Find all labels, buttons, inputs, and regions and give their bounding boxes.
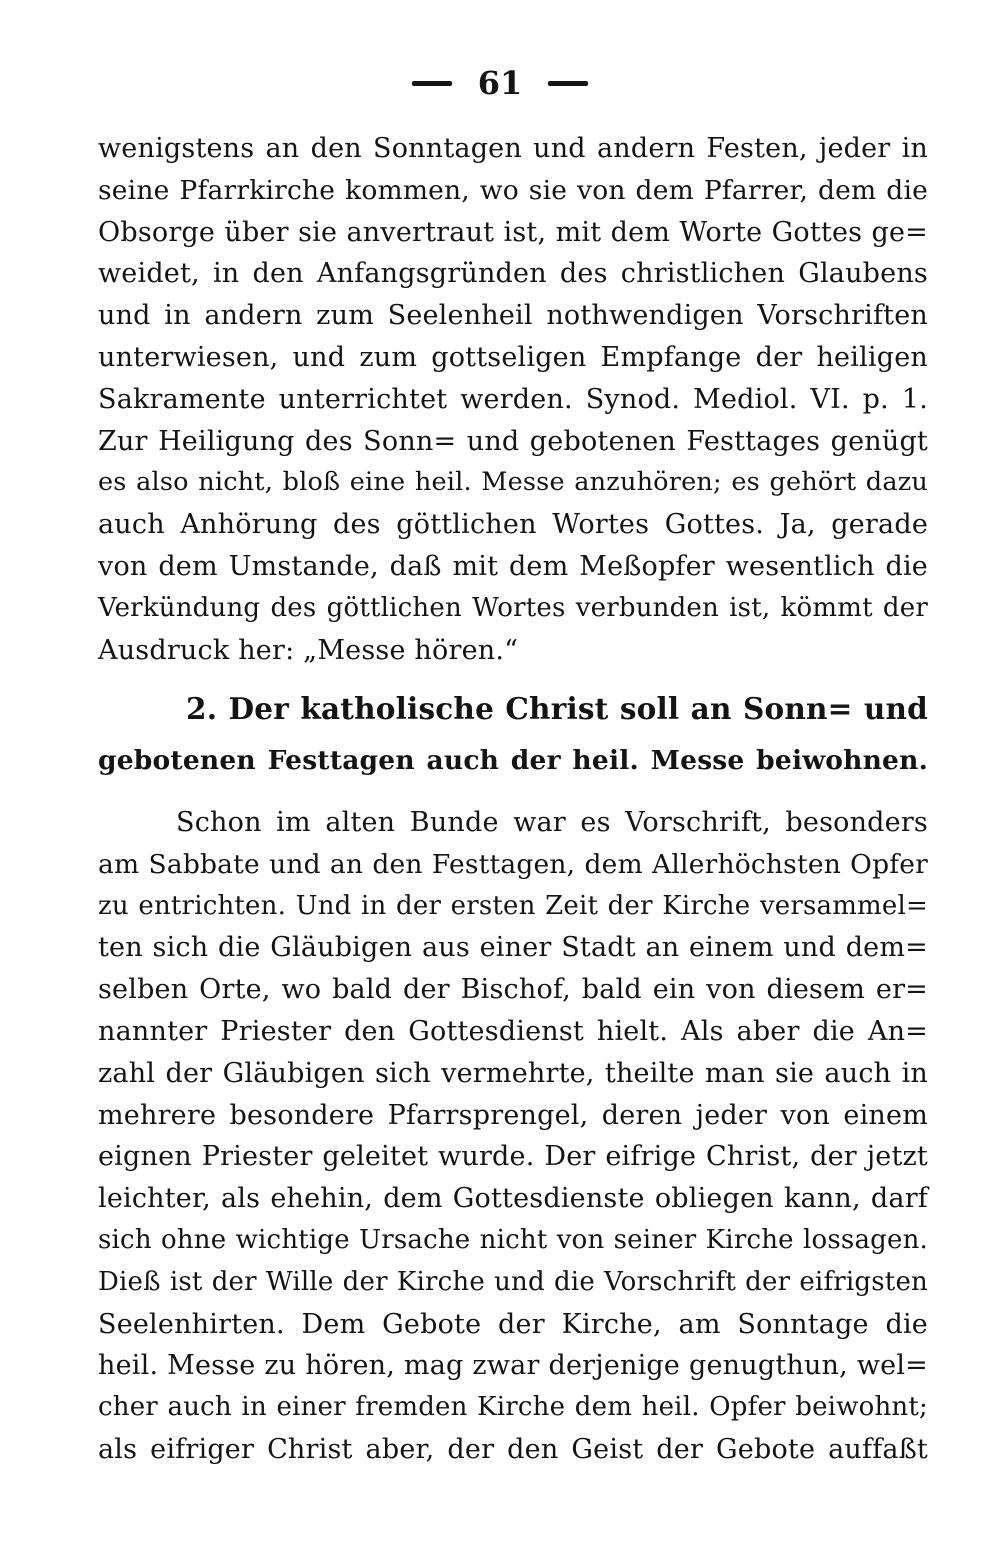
section-heading	[98, 683, 928, 787]
paragraph-continuation	[98, 128, 928, 671]
text-line: seine Pfarrkirche kommen, wo sie von dem Pfarrer, dem die	[98, 174, 928, 206]
text-line: weidet, in den Anfangsgründen des christlichen Glaubens	[98, 258, 928, 290]
heading-line: gebotenen Festtagen auch der heil. Messe beiwohnen.	[98, 745, 928, 776]
header-dash-right	[548, 81, 588, 86]
text-line: wenigstens an den Sonntagen und andern Festen, jeder in	[98, 133, 928, 164]
page-header	[0, 58, 1000, 108]
text-line: Zur Heiligung des Sonn= und gebotenen Festtages genügt	[98, 425, 928, 457]
text-line: von dem Umstande, daß mit dem Meßopfer wesentlich die	[98, 550, 928, 582]
text-line: Verkündung des göttlichen Wortes verbunden ist, kömmt der	[98, 592, 928, 623]
text-line: und in andern zum Seelenheil nothwendigen Vorschriften	[98, 300, 928, 332]
text-line: sich ohne wichtige Ursache nicht von seiner Kirche lossagen.	[98, 1224, 928, 1255]
text-line: zu entrichten. Und in der ersten Zeit der Kirche versammel=	[98, 890, 928, 921]
text-line: unterwiesen, und zum gottseligen Empfange der heiligen	[98, 341, 928, 373]
text-line: Dieß ist der Wille der Kirche und die Vorschrift der eifrigsten	[98, 1266, 928, 1297]
header-dash-left	[412, 81, 452, 86]
text-line: Obsorge über sie anvertraut ist, mit dem Worte Gottes ge=	[98, 216, 928, 248]
text-line: Seelenhirten. Dem Gebote der Kirche, am Sonntage die	[98, 1308, 928, 1340]
text-line: als eifriger Christ aber, der den Geist der Gebote auffaßt	[98, 1433, 928, 1465]
text-line: zahl der Gläubigen sich vermehrte, theilte man sie auch in	[98, 1057, 928, 1089]
text-line: Sakramente unterrichtet werden. Synod. Mediol. VI. p. 1.	[98, 383, 928, 415]
text-line: auch Anhörung des göttlichen Wortes Gottes. Ja, gerade	[98, 509, 928, 541]
text-line: ten sich die Gläubigen aus einer Stadt an einem und dem=	[98, 932, 928, 964]
text-line: heil. Messe zu hören, mag zwar derjenige genugthun, wel=	[98, 1350, 928, 1382]
text-line: selben Orte, wo bald der Bischof, bald ein von diesem er=	[98, 974, 928, 1006]
heading-line: 2. Der katholische Christ soll an Sonn= und	[186, 691, 928, 726]
text-line: leichter, als ehehin, dem Gottesdienste obliegen kann, darf	[98, 1183, 928, 1215]
text-line: cher auch in einer fremden Kirche dem heil. Opfer beiwohnt;	[98, 1392, 928, 1423]
text-line: Ausdruck her: „Messe hören.“	[98, 634, 519, 666]
text-line: mehrere besondere Pfarrsprengel, deren jeder von einem	[98, 1099, 928, 1131]
text-line: eignen Priester geleitet wurde. Der eifrige Christ, der jetzt	[98, 1141, 928, 1173]
text-line: nannter Priester den Gottesdienst hielt. Als aber die An=	[98, 1015, 928, 1047]
paragraph-section-body	[98, 802, 928, 1471]
text-line: am Sabbate und an den Festtagen, dem Allerhöchsten Opfer	[98, 848, 928, 880]
text-line: Schon im alten Bunde war es Vorschrift, besonders	[176, 807, 928, 838]
text-line: es also nicht, bloß eine heil. Messe anzuhören; es gehört dazu	[98, 467, 928, 498]
page-number: 61	[477, 64, 523, 102]
